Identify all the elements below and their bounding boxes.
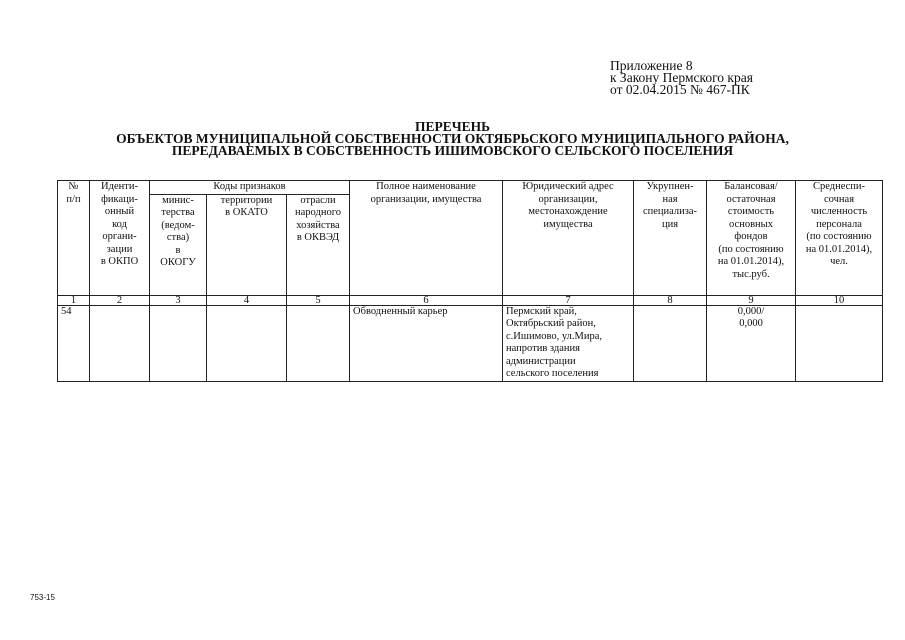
title-line-3: ПЕРЕДАВАЕМЫХ В СОБСТВЕННОСТЬ ИШИМОВСКОГО СЕЛЬСКОГО ПОСЕЛЕНИЯ [171,143,734,158]
cell-num: 54 [58,305,90,381]
header-okved: отрасли народного хозяйства в ОКВЭД [287,194,350,295]
header-num: № п/п [58,181,90,296]
cell-okogu [150,305,207,381]
column-number: 2 [90,295,150,305]
appendix-line-2: к Закону Пермского края [610,70,753,85]
header-okato: территории в ОКАТО [207,194,287,295]
column-number: 1 [58,295,90,305]
column-numbers-row [58,295,883,305]
column-number: 10 [796,295,883,305]
footer-doc-code: 753-15 [30,593,55,602]
header-okogu: минис- терства (ведом- ства) в ОКОГУ [150,194,207,295]
header-address: Юридический адрес организации, местонахождение имущества [503,181,634,296]
title-line-2: ОБЪЕКТОВ МУНИЦИПАЛЬНОЙ СОБСТВЕННОСТИ ОКТЯБРЬСКОГО МУНИЦИПАЛЬНОГО РАЙОНА, [116,131,789,146]
column-number: 3 [150,295,207,305]
cell-name: Обводненный карьер [350,305,503,381]
header-row-1 [58,181,883,195]
column-number: 5 [287,295,350,305]
property-table [57,180,883,382]
header-staff: Среднеспи- сочная численность персонала (по состоянию на 01.01.2014), чел. [796,181,883,296]
header-balance: Балансовая/ остаточная стоимость основных фондов (по состоянию на 01.01.2014), тыс.руб. [707,181,796,296]
header-okpo: Иденти- фикаци- онный код органи- зации в ОКПО [90,181,150,296]
header-codes-group: Коды признаков [150,181,350,195]
appendix-block [610,60,753,96]
appendix-line-3: от 02.04.2015 № 467-ПК [610,82,750,97]
document-title [0,121,905,157]
cell-address: Пермский край, Октябрьский район, с.Ишимово, ул.Мира, напротив здания администрации сельского поселения [503,305,634,381]
cell-staff [796,305,883,381]
title-line-1: ПЕРЕЧЕНЬ [414,119,491,134]
header-name: Полное наименование организации, имущества [350,181,503,296]
cell-okato [207,305,287,381]
column-number: 7 [503,295,634,305]
cell-okpo [90,305,150,381]
cell-balance: 0,000/ 0,000 [707,305,796,381]
table-row [58,305,883,381]
column-number: 4 [207,295,287,305]
column-number: 8 [634,295,707,305]
column-number: 6 [350,295,503,305]
column-number: 9 [707,295,796,305]
appendix-line-1: Приложение 8 [610,58,693,73]
cell-okved [287,305,350,381]
header-specialization: Укрупнен- ная специализа- ция [634,181,707,296]
cell-specialization [634,305,707,381]
